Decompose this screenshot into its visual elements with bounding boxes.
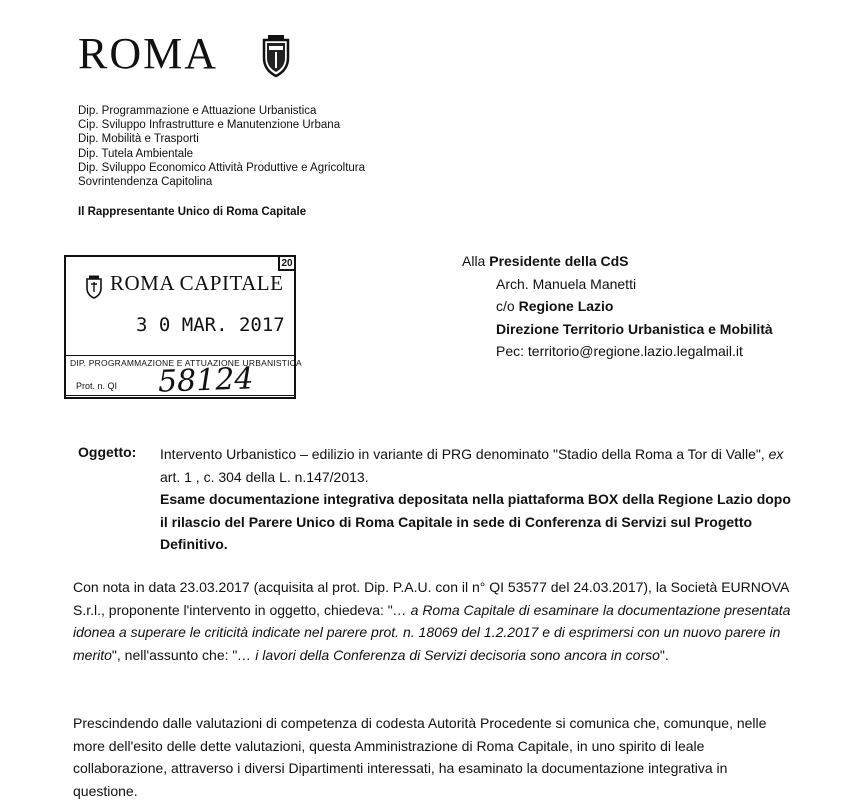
paragraph-text: ". <box>659 646 669 663</box>
addressee-care-of <box>462 295 773 318</box>
protocol-stamp <box>64 255 302 400</box>
subject-text-b: art. 1 , c. 304 della L. n.147/2013. <box>160 468 369 485</box>
roma-crest-icon <box>84 275 104 299</box>
addressee-block <box>462 250 773 363</box>
department-list <box>78 104 365 189</box>
subject-bold-text: Esame documentazione integrativa depositata nella piattaforma BOX della Regione Lazio dopo il rilascio del Parere Unico di Roma Capitale in sede di Conferenza di Servizi sul Progetto Definitivo. <box>160 491 791 552</box>
roma-crest-icon <box>258 34 294 78</box>
paragraph-text: ", nell'assunto che: " <box>111 646 238 663</box>
representative-line: Il Rappresentante Unico di Roma Capitale <box>78 206 307 218</box>
subject-label: Oggetto: <box>78 444 137 460</box>
subject-text-a: Intervento Urbanistico – edilizio in variante di PRG denominato "Stadio della Roma a Tor di Valle", <box>160 446 769 462</box>
department-item: Dip. Programmazione e Attuazione Urbanistica <box>78 105 317 117</box>
stamp-divider <box>66 395 294 396</box>
subject-ex: ex <box>768 446 784 462</box>
addressee-pec: Pec: territorio@regione.lazio.legalmail.it <box>496 343 743 359</box>
addressee-name: Arch. Manuela Manetti <box>496 275 637 292</box>
department-item: Dip. Sviluppo Economico Attività Produttive e Agricoltura <box>78 161 366 174</box>
stamp-department: DIP. PROGRAMMAZIONE E ATTUAZIONE URBANISTICA <box>70 358 302 368</box>
stamp-title: ROMA CAPITALE <box>110 271 284 295</box>
paragraph-text: Con nota in data 23.03.2017 (acquisita al prot. Dip. P.A.U. con il n° QI 53577 del 24.03.2017), la Società EURNOVA S.r.l., proponente l'intervento in oggetto, chiedeva: " <box>73 579 789 618</box>
brand-logo-text: ROMA <box>78 29 219 78</box>
addressee-department: Direzione Territorio Urbanistica e Mobilità <box>496 320 773 337</box>
subject-text <box>160 443 800 556</box>
department-item: Cip. Sviluppo Infrastrutture e Manutenzione Urbana <box>78 119 341 132</box>
stamp-protocol-number: 58124 <box>157 361 255 400</box>
department-item: Dip. Mobilità e Trasporti <box>78 133 199 146</box>
body-paragraph: Prescindendo dalle valutazioni di competenza di codesta Autorità Procedente si comunica che, comunque, nelle more dell'esito delle dette valutazioni, questa Amministrazione di Roma Capitale, in uno spirito di leale collaborazione, attraverso i diversi Dipartimenti interessati, ha esaminato la documentazione integrativa in questione. <box>73 715 767 799</box>
paragraph-quote: … a Roma Capitale di esaminare la documentazione presentata idonea a superare le criticità indicate nel parere prot. n. 18069 del 1.2.2017 e di esprimersi con un nuovo parere in merito <box>73 601 791 663</box>
stamp-date: 3 0 MAR. 2017 <box>136 314 285 336</box>
body-paragraph <box>73 576 793 666</box>
stamp-badge: 20 <box>278 255 296 271</box>
stamp-divider <box>66 355 294 356</box>
department-item: Sovrintendenza Capitolina <box>78 176 213 189</box>
care-of-org: Regione Lazio <box>518 298 614 314</box>
addressee-line <box>462 250 773 273</box>
care-of-prefix: c/o <box>496 298 519 314</box>
addressee-title: Presidente della CdS <box>489 253 629 269</box>
stamp-protocol-label: Prot. n. QI <box>76 381 118 391</box>
paragraph-quote: … i lavori della Conferenza di Servizi decisoria sono ancora in corso <box>237 646 660 663</box>
addressee-prefix: Alla <box>462 253 490 269</box>
department-item: Dip. Tutela Ambientale <box>78 147 194 160</box>
